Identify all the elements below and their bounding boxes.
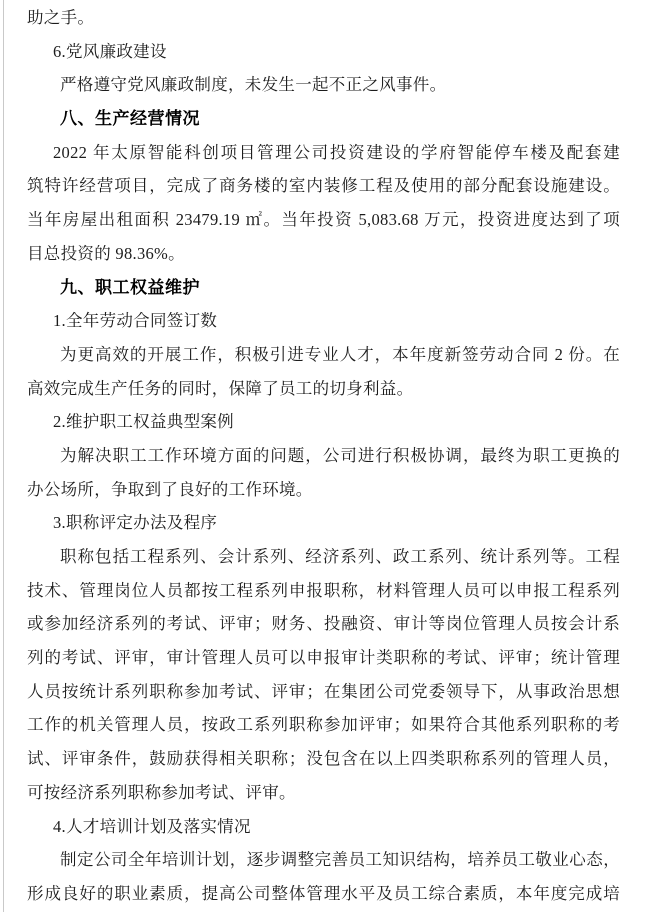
section-heading-production: 八、生产经营情况 xyxy=(60,109,200,129)
doc-line-continuation: 助之手。 xyxy=(27,8,95,27)
numbered-item-2-rights-case: 2.维护职工权益典型案例 xyxy=(53,412,234,432)
numbered-item-4-training-plan: 4.人才培训计划及落实情况 xyxy=(53,816,251,836)
document-text-column xyxy=(27,1,620,911)
numbered-item-1-labor-contracts: 1.全年劳动合同签订数 xyxy=(53,311,218,331)
doc-line: 可按经济系列职称参加考试、评审。 xyxy=(27,782,296,802)
doc-line: 严格遵守党风廉政制度，未发生一起不正之风事件。 xyxy=(60,75,447,95)
doc-line: 高效完成生产任务的同时，保障了员工的切身利益。 xyxy=(27,378,414,398)
doc-line: 职称包括工程系列、会计系列、经济系列、政工系列、统计系列等。工程 xyxy=(60,547,620,566)
doc-line: 技术、管理岗位人员都按工程系列申报职称，材料管理人员可以申报工程系列 xyxy=(27,580,620,600)
doc-line: 人员按统计系列职称参加考试、评审；在集团公司党委领导下，从事政治思想 xyxy=(27,681,620,701)
doc-line: 列的考试、评审，审计管理人员可以申报审计类职称的考试、评审；统计管理 xyxy=(27,648,620,668)
section-heading-employee-rights: 九、职工权益维护 xyxy=(60,277,200,297)
numbered-item-6-party-conduct: 6.党风廉政建设 xyxy=(53,41,167,61)
doc-line: 或参加经济系列的考试、评审；财务、投融资、审计等岗位管理人员按会计系 xyxy=(27,614,620,634)
doc-line: 工作的机关管理人员，按政工系列职称参加评审；如果符合其他系列职称的考 xyxy=(27,715,620,735)
doc-line: 形成良好的职业素质，提高公司整体管理水平及员工综合素质，本年度完成培 xyxy=(27,883,620,903)
doc-line-investment-figures: 当年房屋出租面积 23479.19 ㎡。当年投资 5,083.68 万元，投资进度达到了项 xyxy=(27,210,620,230)
doc-line: 办公场所，争取到了良好的工作环境。 xyxy=(27,479,313,499)
doc-line: 制定公司全年培训计划，逐步调整完善员工知识结构，培养员工敬业心态， xyxy=(60,850,620,870)
doc-line: 为更高效的开展工作，积极引进专业人才，本年度新签劳动合同 2 份。在 xyxy=(60,344,620,364)
doc-line-investment-progress: 目总投资的 98.36%。 xyxy=(27,243,185,263)
doc-line: 为解决职工工作环境方面的问题，公司进行积极协调，最终为职工更换的 xyxy=(60,445,620,465)
doc-line: 试、评审条件，鼓励获得相关职称；没包含在以上四类职称系列的管理人员， xyxy=(27,749,620,769)
doc-line: 筑特许经营项目，完成了商务楼的室内装修工程及使用的部分配套设施建设。 xyxy=(27,176,620,196)
doc-line: 2022 年太原智能科创项目管理公司投资建设的学府智能停车楼及配套建 xyxy=(53,142,620,162)
page-scan-edge-line xyxy=(3,0,4,912)
numbered-item-3-title-evaluation: 3.职称评定办法及程序 xyxy=(53,513,218,533)
